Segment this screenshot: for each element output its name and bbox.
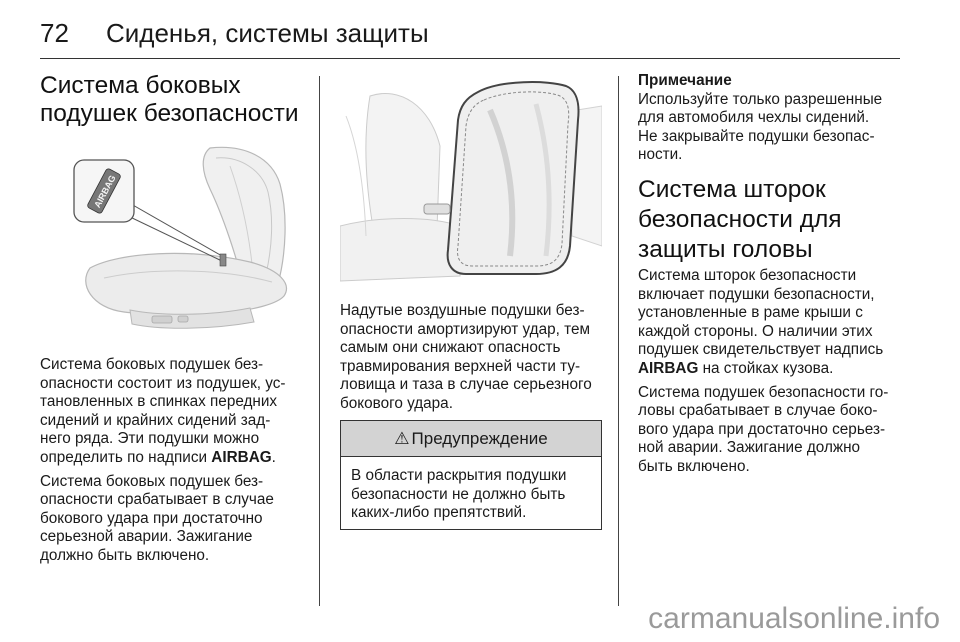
text-line: вого удара при достаточно серьез- <box>638 420 886 438</box>
text-line: тановленных в спинках передних <box>40 393 278 411</box>
text-line: подушек свидетельствует надпись <box>638 341 884 359</box>
text-run: на стойках кузова. <box>698 359 834 377</box>
text-line: ловы срабатывает в случае боко- <box>638 402 878 420</box>
text-line: Система боковых подушек без- <box>40 356 264 373</box>
seat-airbag-figure <box>40 144 302 330</box>
text-line: него ряда. Эти подушки можно <box>40 430 260 448</box>
seat-illustration <box>40 144 302 330</box>
text-line: Система подушек безопасности го- <box>638 383 889 401</box>
text-line: опасности срабатывает в случае <box>40 491 274 509</box>
curtain-airbag-paragraph-2 <box>638 384 902 477</box>
page-number: 72 <box>40 18 69 48</box>
inflated-airbag-paragraph <box>340 302 602 414</box>
text-line: должно быть включено. <box>40 546 210 564</box>
warning-box <box>340 420 602 530</box>
warning-body <box>341 457 601 523</box>
warning-header <box>341 421 601 457</box>
side-airbag-paragraph-2 <box>40 473 302 566</box>
column-divider-1 <box>319 76 320 606</box>
text-line: опасности состоит из подушек, ус- <box>40 374 286 392</box>
text-line: самым они снижают опасность <box>340 339 561 357</box>
airbag-label-tag: AIRBAG <box>92 173 118 210</box>
text-line: Надутые воздушные подушки без- <box>340 302 585 319</box>
heading-line: подушек безопасности <box>40 100 299 127</box>
text-line: для автомобиля чехлы сидений. <box>638 109 870 127</box>
text-line: бокового удара. <box>340 394 453 412</box>
text-line: включает подушки безопасности, <box>638 285 875 303</box>
watermark: carmanualsonline.info <box>648 602 940 635</box>
text-line: травмирования верхней части ту- <box>340 357 581 375</box>
text-line: ловища и таза в случае серьезного <box>340 376 592 394</box>
column-curtain-airbags <box>638 72 902 477</box>
column-side-airbags <box>40 72 302 566</box>
text-run: . <box>271 448 276 466</box>
text-line: быть включено. <box>638 457 750 475</box>
note-block <box>638 72 902 165</box>
header-rule <box>40 58 900 59</box>
text-line <box>40 449 302 468</box>
warning-triangle-icon: ⚠ <box>394 429 410 448</box>
inflated-airbag-figure <box>340 76 602 288</box>
side-airbag-heading <box>40 72 302 128</box>
column-inflated-airbag <box>340 72 602 414</box>
page-header <box>40 18 429 49</box>
text-line: серьезной аварии. Зажигание <box>40 528 253 546</box>
text-line: ности. <box>638 146 683 164</box>
text-line: каждой стороны. О наличии этих <box>638 322 873 340</box>
text-line: В области раскрытия подушки <box>351 467 567 484</box>
text-line: безопасности не должно быть <box>351 485 566 503</box>
text-line: Система шторок безопасности <box>638 266 857 284</box>
side-airbag-paragraph-1 <box>40 356 302 468</box>
column-divider-2 <box>618 76 619 606</box>
text-line: установленные в раме крыши с <box>638 304 863 322</box>
note-title: Примечание <box>638 72 732 89</box>
heading-line: Система боковых <box>40 72 241 99</box>
text-line: ной аварии. Зажигание должно <box>638 439 861 457</box>
text-line: Система боковых подушек без- <box>40 472 264 490</box>
text-line: Не закрывайте подушки безопас- <box>638 127 875 145</box>
text-line: бокового удара при достаточно <box>40 509 263 527</box>
inflated-airbag-illustration <box>340 76 602 288</box>
warning-title: Предупреждение <box>411 429 548 448</box>
heading-line: защиты головы <box>638 235 813 263</box>
text-line: Используйте только разрешенные <box>638 90 883 108</box>
text-line <box>638 360 902 379</box>
text-run: определить по надписи <box>40 448 212 466</box>
heading-line: Система шторок <box>638 175 826 203</box>
curtain-airbag-heading <box>638 175 902 265</box>
heading-line: безопасности для <box>638 205 842 233</box>
airbag-marker: AIRBAG <box>638 359 699 377</box>
text-line: каких-либо препятствий. <box>351 504 527 522</box>
text-line: сидений и крайних сидений зад- <box>40 411 271 429</box>
page-section-title: Сиденья, системы защиты <box>106 18 429 48</box>
text-line: опасности амортизируют удар, тем <box>340 320 590 338</box>
airbag-marker: AIRBAG <box>211 448 272 466</box>
curtain-airbag-paragraph-1 <box>638 267 902 379</box>
